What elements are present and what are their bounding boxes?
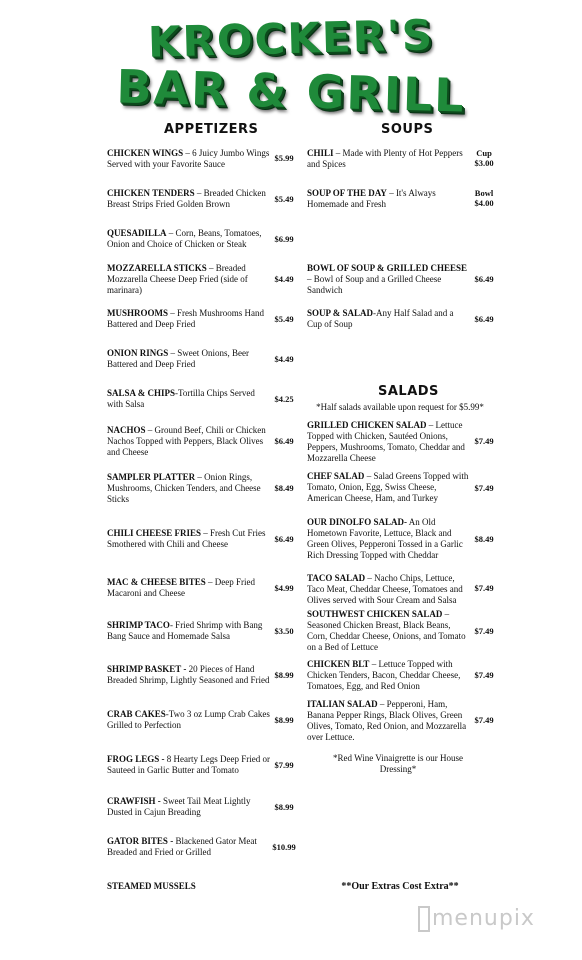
menu-item: QUESADILLA – Corn, Beans, Tomatoes, Onion and Choice of Chicken or Steak	[107, 228, 262, 249]
menu-item: SHRIMP BASKET - 20 Pieces of Hand Breaded Shrimp, Lightly Seasoned and Fried	[107, 664, 270, 685]
menu-item: STEAMED MUSSELS	[107, 881, 196, 891]
item-price: $6.49	[274, 534, 294, 544]
menu-item: CHILI CHEESE FRIES – Fresh Cut Fries Smothered with Chili and Cheese	[107, 528, 266, 549]
menu-item: CHICKEN BLT – Lettuce Topped with Chicken Tenders, Bacon, Cheddar Cheese, Tomatoes, Egg, and Red Onion	[307, 659, 461, 691]
menu-item: NACHOS – Ground Beef, Chili or Chicken Nachos Topped with Peppers, Black Olives and Cheese	[107, 425, 266, 457]
item-price: $7.49	[474, 483, 494, 493]
menu-item: OUR DINOLFO SALAD- An Old Hometown Favorite, Lettuce, Black and Green Olives, Pepperoni Tossed in a Garlic Rich Dressing Topped with Cheddar	[307, 517, 463, 560]
menu-item: SOUTHWEST CHICKEN SALAD – Seasoned Chicken Breast, Black Beans, Corn, Cheddar Cheese, Onions, and Tomato on a Bed of Lettuce	[307, 609, 466, 652]
menu-item: SOUP & SALAD-Any Half Salad and a Cup of Soup	[307, 308, 454, 329]
price-value: $4.00	[474, 198, 494, 208]
item-price: $7.99	[274, 760, 294, 770]
item-price: $8.49	[274, 483, 294, 493]
menu-item: MAC & CHEESE BITES – Deep Fried Macaroni and Cheese	[107, 577, 256, 598]
menu-item: SALSA & CHIPS-Tortilla Chips Served with Salsa	[107, 388, 255, 409]
item-price: $5.49	[274, 194, 294, 204]
item-price: $8.99	[274, 715, 294, 725]
appetizers-heading: APPETIZERS	[164, 122, 259, 137]
menu-item: TACO SALAD – Nacho Chips, Lettuce, Taco Meat, Cheddar Cheese, Tomatoes and Olives served with Sour Cream and Salsa	[307, 573, 463, 605]
soups-heading: SOUPS	[381, 122, 434, 137]
item-price: $5.99	[274, 153, 294, 163]
menu-item: CHICKEN TENDERS – Breaded Chicken Breast Strips Fried Golden Brown	[107, 188, 266, 209]
price-label: Bowl	[474, 188, 494, 198]
dressing-note: *Red Wine Vinaigrette is our House Dressing*	[333, 753, 463, 774]
item-price: $4.99	[274, 583, 294, 593]
watermark-icon	[418, 906, 430, 932]
item-price	[470, 188, 498, 208]
menu-item: MUSHROOMS – Fresh Mushrooms Hand Battered and Deep Fried	[107, 308, 265, 329]
price-value: $3.00	[474, 158, 494, 168]
salads-heading: SALADS	[378, 384, 439, 399]
item-price: $10.99	[272, 842, 296, 852]
item-price: $7.49	[474, 715, 494, 725]
item-price	[470, 148, 498, 168]
item-price: $8.99	[274, 802, 294, 812]
menu-item: SOUP OF THE DAY – It's Always Homemade and Fresh	[307, 188, 436, 209]
item-price: $7.49	[474, 626, 494, 636]
menu-item: SHRIMP TACO- Fried Shrimp with Bang Bang Sauce and Homemade Salsa	[107, 620, 263, 641]
watermark-text: menupix	[432, 906, 535, 931]
item-price: $6.49	[274, 436, 294, 446]
item-price: $4.49	[274, 274, 294, 284]
restaurant-name-line2: BAR & GRILL	[115, 59, 467, 123]
menu-item: CHICKEN WINGS – 6 Juicy Jumbo Wings Served with your Favorite Sauce	[107, 148, 270, 169]
item-price: $6.49	[474, 314, 494, 324]
menu-item: BOWL OF SOUP & GRILLED CHEESE – Bowl of Soup and a Grilled Cheese Sandwich	[307, 263, 467, 295]
item-price: $5.49	[274, 314, 294, 324]
item-price: $3.50	[274, 626, 294, 636]
item-price: $8.99	[274, 670, 294, 680]
price-label: Cup	[476, 148, 492, 158]
menu-item: ITALIAN SALAD – Pepperoni, Ham, Banana Pepper Rings, Black Olives, Green Olives, Tomato, Red Onion, and Mozzarella over Lettuce.	[307, 699, 467, 742]
restaurant-name-line1: KROCKER'S	[147, 10, 435, 67]
item-price: $7.49	[474, 670, 494, 680]
item-price: $8.49	[474, 534, 494, 544]
menu-item: ONION RINGS – Sweet Onions, Beer Battered and Deep Fried	[107, 348, 250, 369]
half-salad-note: *Half salads available upon request for $5.99*	[316, 402, 484, 412]
menu-item: GRILLED CHICKEN SALAD – Lettuce Topped with Chicken, Sautéed Onions, Peppers, Mushrooms, Tomato, Cheddar and Mozzarella Cheese	[307, 420, 465, 463]
menu-item: CHILI – Made with Plenty of Hot Peppers and Spices	[307, 148, 463, 169]
menu-item: SAMPLER PLATTER – Onion Rings, Mushrooms, Chicken Tenders, and Cheese Sticks	[107, 472, 261, 504]
menu-item: GATOR BITES - Blackened Gator Meat Breaded and Fried or Grilled	[107, 836, 257, 857]
watermark-logo	[418, 906, 535, 932]
menu-item: FROG LEGS - 8 Hearty Legs Deep Fried or Sauteed in Garlic Butter and Tomato	[107, 754, 270, 775]
menu-item: CRAB CAKES-Two 3 oz Lump Crab Cakes Grilled to Perfection	[107, 709, 270, 730]
item-price: $6.99	[274, 234, 294, 244]
item-price: $7.49	[474, 436, 494, 446]
menu-item: MOZZARELLA STICKS – Breaded Mozzarella Cheese Deep Fried (side of marinara)	[107, 263, 248, 295]
item-price: $4.25	[274, 394, 294, 404]
menu-item: CHEF SALAD – Salad Greens Topped with Tomato, Onion, Egg, Swiss Cheese, American Cheese, Ham, and Turkey	[307, 471, 469, 503]
menu-item: CRAWFISH - Sweet Tail Meat Lightly Dusted in Cajun Breading	[107, 796, 251, 817]
item-price: $6.49	[474, 274, 494, 284]
item-price: $7.49	[474, 583, 494, 593]
extras-note: **Our Extras Cost Extra**	[341, 881, 459, 892]
item-price: $4.49	[274, 354, 294, 364]
